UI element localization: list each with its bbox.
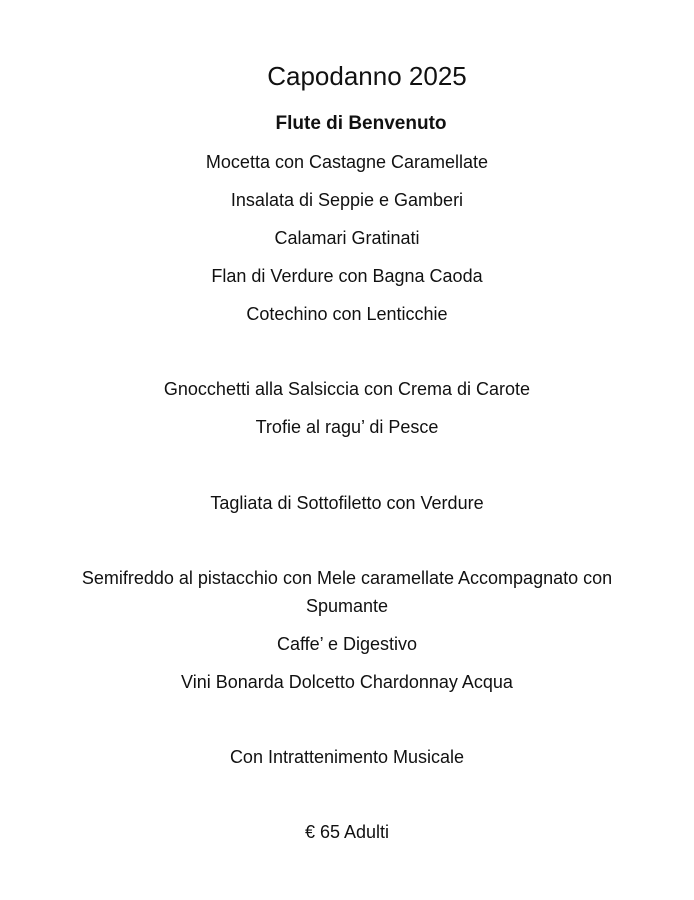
dessert-item-continued: Spumante <box>305 596 389 616</box>
price-label: € 65 Adulti <box>304 822 390 842</box>
menu-title: Capodanno 2025 <box>267 61 467 91</box>
antipasto-item: Cotechino con Lenticchie <box>246 304 448 324</box>
antipasto-item: Flan di Verdure con Bagna Caoda <box>211 266 483 286</box>
antipasto-item: Mocetta con Castagne Caramellate <box>205 152 489 172</box>
coffee-item: Caffe’ e Digestivo <box>276 634 418 654</box>
wines-item: Vini Bonarda Dolcetto Chardonnay Acqua <box>181 672 513 692</box>
antipasto-item: Calamari Gratinati <box>274 228 420 248</box>
entertainment-note: Con Intrattenimento Musicale <box>229 747 465 767</box>
primo-item: Trofie al ragu’ di Pesce <box>255 417 439 437</box>
secondo-item: Tagliata di Sottofiletto con Verdure <box>210 493 484 513</box>
primo-item: Gnocchetti alla Salsiccia con Crema di Carote <box>163 379 531 399</box>
welcome-drink: Flute di Benvenuto <box>275 113 447 134</box>
dessert-item: Semifreddo al pistacchio con Mele caramellate Accompagnato con <box>81 568 613 588</box>
antipasto-item: Insalata di Seppie e Gamberi <box>230 190 464 210</box>
